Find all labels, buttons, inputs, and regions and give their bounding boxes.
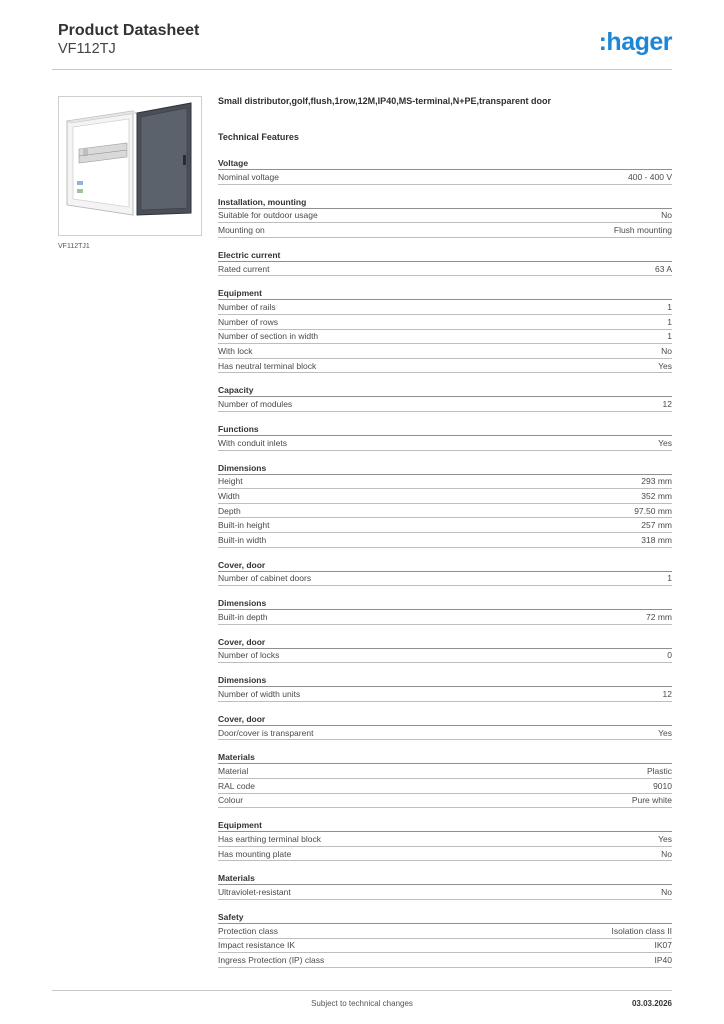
product-description: Small distributor,golf,flush,1row,12M,IP40,MS-terminal,N+PE,transparent door: [218, 96, 551, 106]
spec-row: [218, 315, 672, 330]
spec-label: Ingress Protection (IP) class: [218, 955, 325, 966]
specifications: [218, 96, 672, 968]
spec-label: Depth: [218, 505, 241, 516]
section-title: Capacity: [218, 384, 672, 397]
header-divider: [52, 69, 672, 70]
spec-value: Yes: [658, 437, 672, 448]
spec-label: Nominal voltage: [218, 171, 279, 182]
spec-value: 1: [667, 302, 672, 313]
spec-value: 318 mm: [641, 534, 672, 545]
spec-label: Number of rows: [218, 316, 278, 327]
section-spacer: [218, 663, 672, 674]
section-spacer: [218, 548, 672, 559]
spec-value: Isolation class II: [611, 925, 672, 936]
section-spacer: [218, 625, 672, 636]
spec-row: [218, 687, 672, 702]
spec-value: 9010: [653, 780, 672, 791]
section-title: Dimensions: [218, 462, 672, 475]
spec-row: [218, 359, 672, 374]
spec-row: [218, 504, 672, 519]
spec-row: [218, 489, 672, 504]
section-title: Cover, door: [218, 713, 672, 726]
spec-section: [218, 287, 672, 373]
spec-row: [218, 572, 672, 587]
footer-note: Subject to technical changes: [311, 999, 413, 1008]
spec-value: 0: [667, 650, 672, 661]
spec-section: [218, 911, 672, 968]
spec-value: 400 - 400 V: [628, 171, 672, 182]
page-header: [58, 22, 672, 68]
spec-label: Suitable for outdoor usage: [218, 210, 318, 221]
spec-row: [218, 475, 672, 490]
section-title: Materials: [218, 751, 672, 764]
spec-label: Number of width units: [218, 689, 301, 700]
section-title: Safety: [218, 911, 672, 924]
section-title: Functions: [218, 423, 672, 436]
hager-logo: :hager: [598, 28, 672, 56]
section-spacer: [218, 238, 672, 249]
spec-row: [218, 209, 672, 224]
spec-row: [218, 436, 672, 451]
spec-label: Height: [218, 476, 243, 487]
distribution-board-image: [59, 97, 201, 235]
footer-date: 03.03.2026: [631, 999, 672, 1008]
spec-label: Number of rails: [218, 302, 276, 313]
spec-label: Ultraviolet-resistant: [218, 887, 291, 898]
spec-row: [218, 223, 672, 238]
spec-label: Built-in height: [218, 520, 270, 531]
spec-value: Yes: [658, 360, 672, 371]
document-title: Product Datasheet: [58, 22, 200, 39]
spec-value: 293 mm: [641, 476, 672, 487]
spec-section: [218, 751, 672, 808]
spec-label: Impact resistance IK: [218, 940, 296, 951]
spec-label: Number of locks: [218, 650, 280, 661]
spec-label: Number of section in width: [218, 331, 319, 342]
spec-row: [218, 262, 672, 277]
section-spacer: [218, 185, 672, 196]
spec-section: [218, 674, 672, 702]
spec-row: [218, 344, 672, 359]
section-title: Equipment: [218, 819, 672, 832]
spec-row: [218, 300, 672, 315]
section-title: Equipment: [218, 287, 672, 300]
spec-label: Has mounting plate: [218, 848, 292, 859]
spec-value: Yes: [658, 727, 672, 738]
spec-value: 97.50 mm: [634, 505, 672, 516]
spec-value: IP40: [654, 955, 672, 966]
spec-row: [218, 726, 672, 741]
spec-row: [218, 779, 672, 794]
technical-features-title: Technical Features: [218, 132, 299, 142]
spec-value: Pure white: [631, 795, 672, 806]
section-spacer: [218, 586, 672, 597]
spec-row: [218, 939, 672, 954]
spec-section: [218, 157, 672, 185]
spec-label: Protection class: [218, 925, 278, 936]
image-caption: VF112TJ1: [58, 243, 90, 250]
spec-label: RAL code: [218, 780, 256, 791]
section-spacer: [218, 861, 672, 872]
spec-label: Built-in depth: [218, 611, 268, 622]
section-title: Cover, door: [218, 636, 672, 649]
spec-row: [218, 924, 672, 939]
spec-section: [218, 713, 672, 741]
section-title: Materials: [218, 872, 672, 885]
spec-row: [218, 847, 672, 862]
section-spacer: [218, 702, 672, 713]
spec-section: [218, 597, 672, 625]
product-image: [58, 96, 202, 236]
spec-value: 12: [662, 399, 672, 410]
product-code: VF112TJ: [58, 41, 116, 57]
section-title: Dimensions: [218, 674, 672, 687]
spec-row: [218, 533, 672, 548]
spec-label: Colour: [218, 795, 244, 806]
spec-value: 63 A: [654, 263, 672, 274]
section-spacer: [218, 373, 672, 384]
spec-row: [218, 794, 672, 809]
spec-value: 352 mm: [641, 490, 672, 501]
spec-section: [218, 636, 672, 664]
spec-row: [218, 953, 672, 968]
spec-row: [218, 330, 672, 345]
spec-row: [218, 610, 672, 625]
spec-section: [218, 196, 672, 238]
spec-row: [218, 649, 672, 664]
spec-label: Has earthing terminal block: [218, 834, 321, 845]
spec-value: Yes: [658, 834, 672, 845]
spec-value: 1: [667, 573, 672, 584]
spec-row: [218, 832, 672, 847]
spec-section: [218, 872, 672, 900]
spec-value: No: [661, 848, 672, 859]
spec-label: Door/cover is transparent: [218, 727, 314, 738]
spec-label: Material: [218, 766, 249, 777]
spec-section: [218, 559, 672, 587]
spec-value: 1: [667, 316, 672, 327]
section-spacer: [218, 451, 672, 462]
spec-row: [218, 397, 672, 412]
spec-value: No: [661, 887, 672, 898]
section-spacer: [218, 276, 672, 287]
spec-label: Built-in width: [218, 534, 267, 545]
spec-section: [218, 819, 672, 861]
section-spacer: [218, 808, 672, 819]
spec-label: Mounting on: [218, 224, 265, 235]
spec-value: 1: [667, 331, 672, 342]
section-spacer: [218, 412, 672, 423]
spec-section: [218, 249, 672, 277]
spec-value: 257 mm: [641, 520, 672, 531]
spec-label: Number of modules: [218, 399, 293, 410]
section-title: Installation, mounting: [218, 196, 672, 209]
section-title: Electric current: [218, 249, 672, 262]
spec-label: Rated current: [218, 263, 270, 274]
spec-value: 12: [662, 689, 672, 700]
section-spacer: [218, 900, 672, 911]
section-spacer: [218, 740, 672, 751]
spec-section: [218, 462, 672, 548]
spec-row: [218, 170, 672, 185]
spec-label: Has neutral terminal block: [218, 360, 317, 371]
footer-divider: [52, 990, 672, 991]
spec-label: With conduit inlets: [218, 437, 287, 448]
spec-value: Flush mounting: [613, 224, 672, 235]
spec-sections: [218, 157, 672, 968]
spec-value: 72 mm: [646, 611, 672, 622]
spec-section: [218, 423, 672, 451]
section-title: Voltage: [218, 157, 672, 170]
spec-row: [218, 764, 672, 779]
spec-row: [218, 518, 672, 533]
section-title: Cover, door: [218, 559, 672, 572]
section-title: Dimensions: [218, 597, 672, 610]
spec-value: No: [661, 345, 672, 356]
spec-value: Plastic: [646, 766, 672, 777]
spec-value: No: [661, 210, 672, 221]
spec-label: Number of cabinet doors: [218, 573, 312, 584]
spec-label: Width: [218, 490, 240, 501]
spec-row: [218, 885, 672, 900]
spec-label: With lock: [218, 345, 253, 356]
spec-section: [218, 384, 672, 412]
spec-value: IK07: [654, 940, 672, 951]
